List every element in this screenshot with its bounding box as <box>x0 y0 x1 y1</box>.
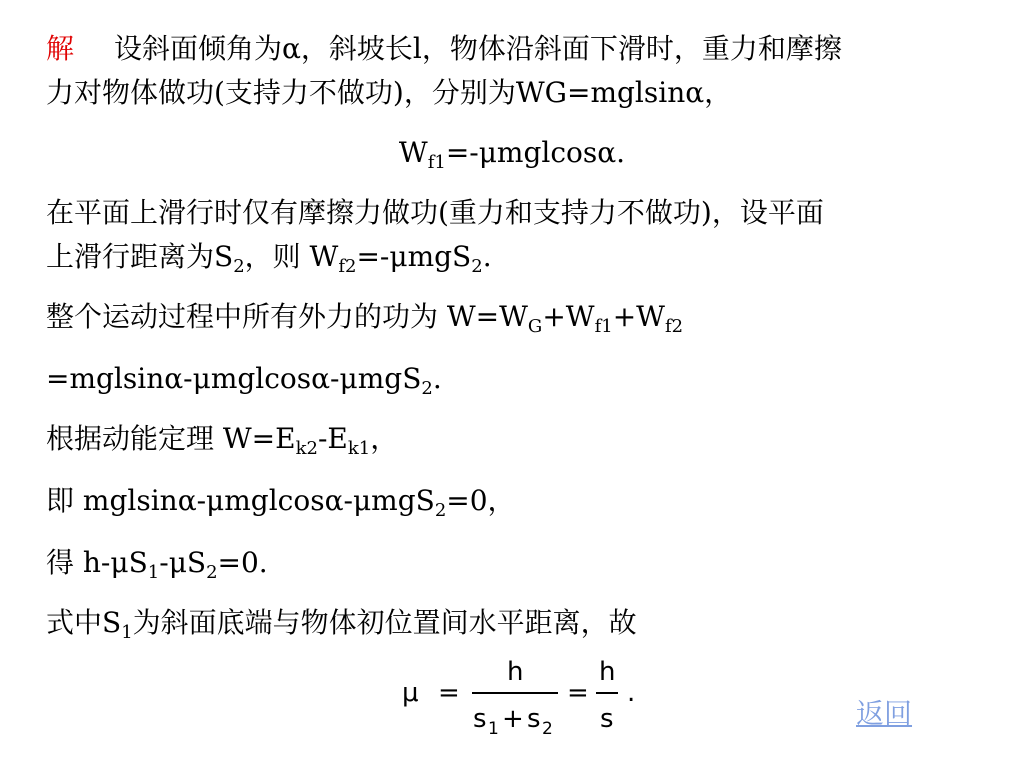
text-run: =-μmglcosα. <box>445 136 626 169</box>
text-run: W <box>398 136 428 169</box>
text-run: =-μmgS <box>356 240 472 273</box>
line-11 <box>46 606 637 643</box>
formula-denominator-s1: s <box>473 704 487 734</box>
text-run: 设斜面倾角为α，斜坡长l，物体沿斜面下滑时，重力和摩擦 <box>114 32 842 65</box>
text-run: =0. <box>217 546 268 579</box>
subscript: 2 <box>421 378 433 399</box>
text-run: . <box>482 240 492 273</box>
subscript: k2 <box>295 438 318 459</box>
line-9 <box>46 484 516 521</box>
text-run: 整个运动过程中所有外力的功为 W=W <box>46 300 528 333</box>
subscript: k1 <box>347 438 371 459</box>
subscript: 1 <box>121 622 133 643</box>
line-5 <box>46 240 492 277</box>
formula-numerator-1: h <box>507 657 524 687</box>
text-run: . <box>432 362 442 395</box>
formula-svg <box>400 650 660 740</box>
formula-mu: μ <box>402 678 419 708</box>
subscript: 2 <box>434 500 447 521</box>
formula-denominator-s1-sub: 1 <box>488 719 499 739</box>
subscript: G <box>527 316 543 337</box>
subscript: 2 <box>233 256 245 277</box>
line-10 <box>46 546 268 583</box>
subscript: 1 <box>147 562 160 583</box>
text-run: 得 h-μS <box>46 546 148 579</box>
subscript: 2 <box>471 256 483 277</box>
formula-period: . <box>627 678 636 708</box>
text-run: 力对物体做功(支持力不做功)，分别为WG=mglsinα， <box>46 76 733 109</box>
formula-plus: + <box>502 704 524 734</box>
friction-coefficient-formula <box>400 650 660 740</box>
text-run: 根据动能定理 W=E <box>46 422 296 455</box>
formula-equals-1: = <box>438 678 460 708</box>
solution-label: 解 <box>46 32 75 65</box>
text-run: -μS <box>159 546 207 579</box>
text-run: =mglsinα-μmglcosα-μmgS <box>46 362 422 395</box>
subscript: f1 <box>427 152 446 173</box>
text-run: 即 mglsinα-μmglcosα-μmgS <box>46 484 435 517</box>
subscript: f2 <box>338 256 357 277</box>
text-run: +W <box>612 300 665 333</box>
text-run: ， <box>370 422 399 455</box>
line-6 <box>46 300 684 337</box>
formula-equals-2: = <box>567 678 589 708</box>
formula-denominator-s2-sub: 2 <box>542 719 553 739</box>
text-run: 式中S <box>46 606 122 639</box>
line-7 <box>46 362 442 399</box>
formula-denominator-s: s <box>600 704 614 734</box>
subscript: 2 <box>206 562 218 583</box>
text-run: 在平面上滑行时仅有摩擦力做功(重力和支持力不做功)，设平面 <box>46 196 824 229</box>
back-link[interactable]: 返回 <box>856 697 913 730</box>
line-4 <box>46 196 824 230</box>
formula-numerator-2: h <box>599 657 616 687</box>
text-run: +W <box>542 300 595 333</box>
line-1 <box>46 32 842 66</box>
text-run: =0， <box>446 484 516 517</box>
line-2 <box>46 76 732 110</box>
text-run: 上滑行距离为S <box>46 240 234 273</box>
text-run: -E <box>317 422 348 455</box>
subscript: f1 <box>594 316 613 337</box>
line-3 <box>0 136 1024 173</box>
subscript: f2 <box>664 316 684 337</box>
line-8 <box>46 422 399 459</box>
text-run: ，则 W <box>244 240 339 273</box>
formula-denominator-s2: s <box>527 704 541 734</box>
text-run: 为斜面底端与物体初位置间水平距离，故 <box>132 606 637 639</box>
